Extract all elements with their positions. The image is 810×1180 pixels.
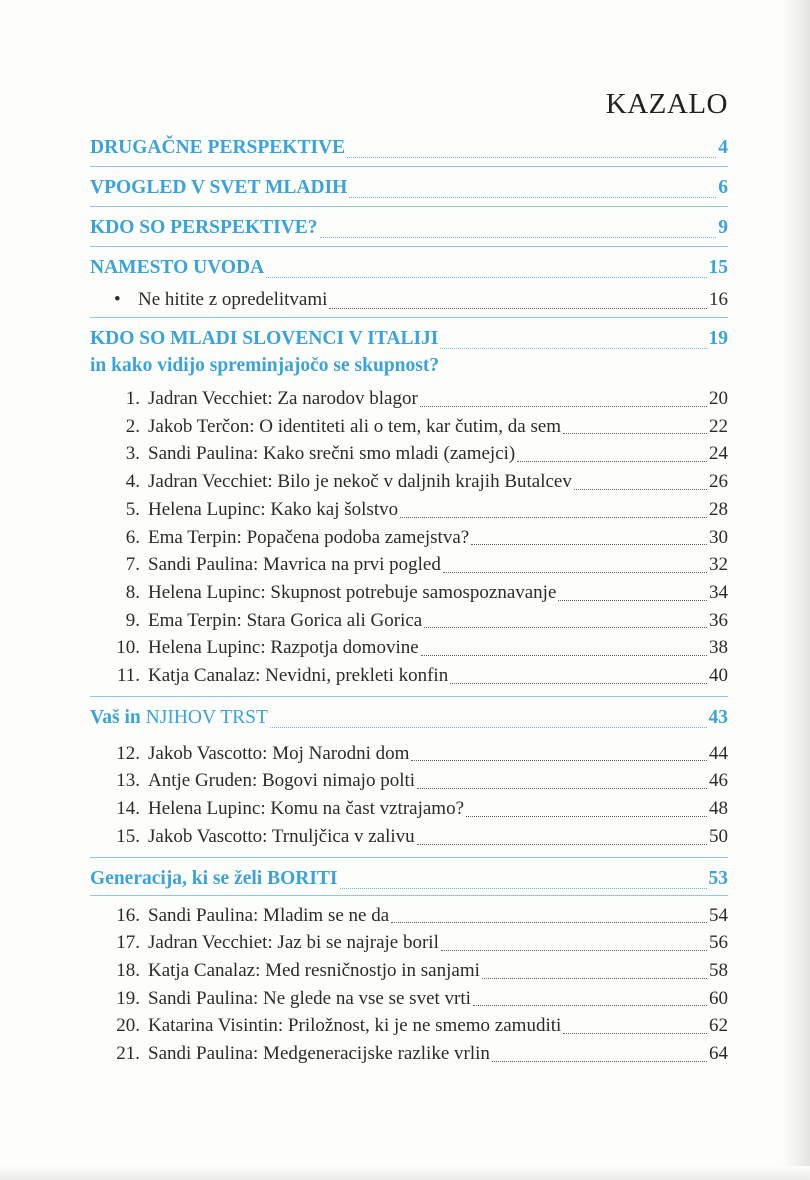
toc-section [90, 167, 728, 207]
article-title: Helena Lupinc: Skupnost potrebuje samospoznavanje [148, 581, 557, 603]
section-title: DRUGAČNE PERSPEKTIVE [90, 137, 346, 158]
dot-leader [320, 236, 717, 238]
dot-leader [421, 654, 707, 656]
toc-section-entry[interactable] [90, 252, 728, 284]
page-number: 48 [709, 798, 728, 820]
page-number: 20 [709, 388, 728, 409]
page-title: KAZALO [605, 88, 728, 120]
toc-section-entry[interactable] [90, 172, 728, 204]
page-number: 38 [709, 637, 728, 659]
article-title: Sandi Paulina: Ne glede na vse se svet vrti [148, 987, 471, 1009]
article-number: 21. [116, 1043, 140, 1065]
article-number: 2. [125, 415, 140, 437]
toc-section-entry[interactable] [90, 863, 728, 896]
article-label [90, 767, 415, 795]
toc-article-entry[interactable] [90, 795, 728, 823]
article-number: 9. [125, 609, 140, 631]
dot-leader [417, 787, 707, 789]
page-number: 16 [709, 289, 728, 310]
article-label [90, 902, 389, 930]
article-label [90, 607, 422, 635]
dot-leader [563, 432, 707, 434]
article-title: Helena Lupinc: Kako kaj šolstvo [148, 498, 399, 520]
page-number: 40 [709, 665, 728, 687]
page-number: 19 [708, 328, 728, 349]
article-number: 3. [125, 443, 140, 465]
article-title: Sandi Paulina: Mavrica na prvi pogled [148, 554, 441, 576]
article-label [90, 662, 448, 690]
section-title: Generacija, ki se želi BORITI [90, 867, 338, 889]
article-title: Jadran Vecchiet: Za narodov blagor [148, 388, 418, 409]
dot-leader [450, 682, 707, 684]
page-number: 62 [709, 1015, 728, 1037]
page-bottom-shadow [0, 1166, 810, 1180]
toc-article-entry[interactable] [90, 929, 728, 957]
article-label [90, 440, 515, 468]
toc-article-entry[interactable] [90, 985, 728, 1013]
toc-article-entry[interactable] [90, 767, 728, 795]
dot-leader [517, 460, 707, 462]
article-label [90, 468, 572, 496]
article-title: Helena Lupinc: Komu na čast vztrajamo? [148, 798, 465, 820]
article-number: 4. [125, 471, 140, 493]
toc-article-entry[interactable] [90, 496, 728, 524]
page-number: 30 [709, 526, 728, 548]
article-title: Katja Canalaz: Med resničnostjo in sanjami [148, 959, 480, 981]
page-number: 22 [709, 415, 728, 437]
page-number: 24 [709, 443, 728, 465]
bullet-label [114, 284, 327, 315]
article-number: 10. [116, 637, 140, 659]
article-title: Sandi Paulina: Kako srečni smo mladi (zamejci) [148, 443, 516, 465]
article-title: Jakob Vascotto: Moj Narodni dom [148, 742, 410, 764]
toc-section [90, 318, 728, 697]
article-label [90, 985, 471, 1013]
section-title-part: NJIHOV TRST [145, 706, 268, 728]
dot-leader [329, 307, 707, 309]
dot-leader [420, 405, 707, 407]
article-number: 13. [116, 770, 140, 792]
dot-leader [391, 921, 707, 923]
dot-leader [492, 1060, 707, 1062]
toc-section-entry[interactable] [90, 702, 728, 734]
page-number: 9 [718, 217, 728, 238]
toc-article-entry[interactable] [90, 740, 728, 768]
article-title: Jadran Vecchiet: Jaz bi se najraje boril [148, 932, 439, 954]
article-title: Jakob Vascotto: Trnuljčica v zalivu [148, 825, 415, 847]
article-label [90, 929, 439, 957]
table-of-contents [90, 132, 728, 1074]
article-number: 19. [116, 987, 140, 1009]
page-number: 6 [718, 177, 728, 198]
article-label [90, 740, 409, 768]
article-label [90, 579, 556, 607]
dot-leader [349, 196, 716, 198]
dot-leader [558, 599, 707, 601]
article-title: Jadran Vecchiet: Bilo je nekoč v daljnih krajih Butalcev [148, 471, 572, 493]
article-number: 18. [116, 959, 140, 981]
section-title: KDO SO PERSPEKTIVE? [90, 217, 318, 238]
bullet-symbol: • [114, 289, 121, 310]
article-label [90, 795, 464, 823]
dot-leader [471, 543, 707, 545]
toc-section-entry[interactable] [90, 212, 728, 244]
section-title: NAMESTO UVODA [90, 257, 265, 278]
article-label [90, 496, 398, 524]
article-label [90, 413, 561, 441]
toc-section [90, 697, 728, 858]
toc-section-entry[interactable] [90, 132, 728, 164]
dot-leader [441, 949, 707, 951]
toc-article-entry[interactable] [90, 524, 728, 552]
dot-leader [411, 759, 707, 761]
article-number: 15. [116, 825, 140, 847]
page-number: 50 [709, 825, 728, 847]
article-number: 17. [116, 932, 140, 954]
article-title: Helena Lupinc: Razpotja domovine [148, 637, 419, 659]
toc-article-entry[interactable] [90, 468, 728, 496]
bullet-title: Ne hitite z opredelitvami [138, 289, 328, 310]
article-title: Sandi Paulina: Mladim se ne da [148, 904, 390, 926]
toc-article-entry[interactable] [90, 662, 728, 690]
article-number: 20. [116, 1015, 140, 1037]
article-number: 1. [125, 388, 140, 409]
toc-section [90, 858, 728, 1074]
section-title [90, 702, 268, 734]
section-title: VPOGLED V SVET MLADIH [90, 177, 348, 198]
article-label [90, 385, 418, 413]
page-number: 60 [709, 987, 728, 1009]
dot-leader [574, 488, 707, 490]
toc-section [90, 207, 728, 247]
toc-article-entry[interactable] [90, 385, 728, 413]
article-title: Antje Gruden: Bogovi nimajo polti [148, 770, 416, 792]
article-title: Ema Terpin: Popačena podoba zamejstva? [148, 526, 470, 548]
article-number: 11. [116, 665, 140, 687]
section-title-part: Vaš in [90, 706, 146, 728]
toc-article-entry[interactable] [90, 823, 728, 851]
page-number: 56 [709, 932, 728, 954]
toc-section [90, 132, 728, 167]
article-label [90, 1012, 561, 1040]
article-label [90, 957, 480, 985]
toc-article-entry[interactable] [90, 579, 728, 607]
article-number: 12. [116, 742, 140, 764]
page-number: 32 [709, 554, 728, 576]
article-label [90, 823, 415, 851]
toc-bullet-entry[interactable] [90, 284, 728, 315]
dot-leader [266, 276, 706, 278]
article-title: Katja Canalaz: Nevidni, prekleti konfin [148, 665, 449, 687]
article-title: Jakob Terčon: O identiteti ali o tem, kar čutim, da sem [148, 415, 562, 437]
page-number: 36 [709, 609, 728, 631]
article-title: Katarina Visintin: Priložnost, ki je ne smemo zamuditi [148, 1015, 562, 1037]
section-title: KDO SO MLADI SLOVENCI V ITALIJI [90, 328, 439, 349]
toc-article-entry[interactable] [90, 902, 728, 930]
toc-article-entry[interactable] [90, 413, 728, 441]
toc-article-entry[interactable] [90, 634, 728, 662]
toc-article-entry[interactable] [90, 1012, 728, 1040]
page-number: 28 [709, 498, 728, 520]
section-subtitle: in kako vidijo spreminjajočo se skupnost? [90, 355, 440, 376]
toc-article-entry[interactable] [90, 1040, 728, 1068]
toc-article-entry[interactable] [90, 440, 728, 468]
toc-article-entry[interactable] [90, 607, 728, 635]
article-label [90, 524, 469, 552]
dot-leader [440, 347, 706, 349]
toc-article-entry[interactable] [90, 957, 728, 985]
dot-leader [340, 887, 707, 889]
toc-section [90, 247, 728, 318]
article-label [90, 1040, 490, 1068]
dot-leader [443, 571, 707, 573]
dot-leader [347, 156, 716, 158]
page-number: 4 [718, 137, 728, 158]
article-number: 16. [116, 904, 140, 926]
article-number: 6. [125, 526, 140, 548]
article-number: 8. [125, 581, 140, 603]
page-edge-shadow [782, 0, 810, 1180]
article-title: Sandi Paulina: Medgeneracijske razlike vrlin [148, 1043, 490, 1065]
dot-leader [482, 977, 707, 979]
page-number: 43 [708, 706, 728, 728]
page-number: 58 [709, 959, 728, 981]
page-number: 54 [709, 904, 728, 926]
dot-leader [473, 1004, 707, 1006]
article-number: 14. [116, 798, 140, 820]
article-list [90, 734, 728, 855]
article-label [90, 634, 419, 662]
page-number: 44 [709, 742, 728, 764]
dot-leader [270, 726, 707, 728]
page-number: 26 [709, 471, 728, 493]
article-label [90, 551, 441, 579]
page-number: 46 [709, 770, 728, 792]
dot-leader [424, 626, 707, 628]
article-list [90, 379, 728, 694]
page-number: 34 [709, 581, 728, 603]
article-number: 7. [125, 554, 140, 576]
toc-article-entry[interactable] [90, 551, 728, 579]
article-title: Ema Terpin: Stara Gorica ali Gorica [148, 609, 423, 631]
page-number: 64 [709, 1043, 728, 1065]
dot-leader [400, 516, 707, 518]
dot-leader [417, 843, 707, 845]
article-list [90, 896, 728, 1072]
dot-leader [466, 815, 707, 817]
dot-leader [563, 1032, 707, 1034]
page-number: 53 [708, 867, 728, 889]
toc-section-entry[interactable] [90, 323, 728, 355]
page-number: 15 [708, 257, 728, 278]
article-number: 5. [125, 498, 140, 520]
